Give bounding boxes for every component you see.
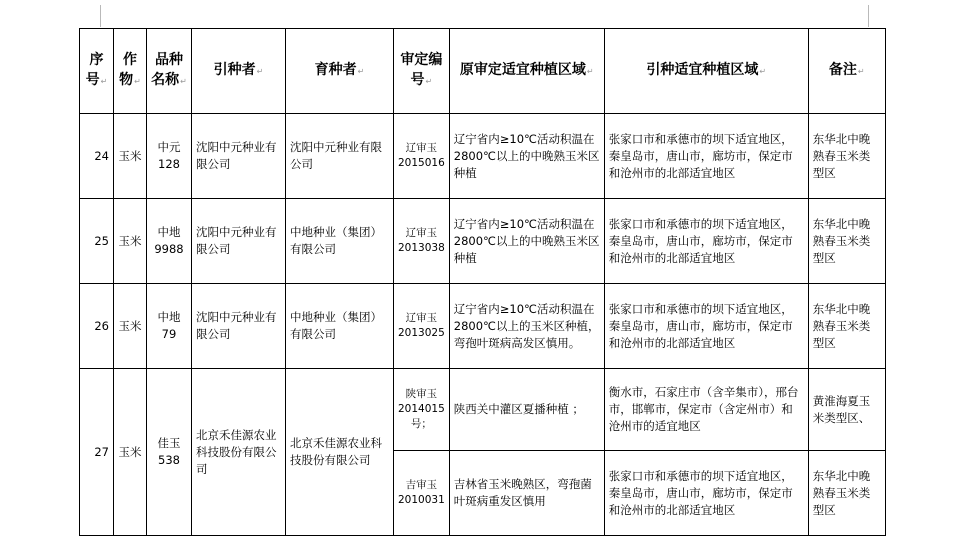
cell-orig-region: 辽宁省内≥10℃活动积温在 2800℃以上的玉米区种植，弯孢叶斑病高发区慎用。 xyxy=(449,284,604,369)
cell-note: 黄淮海夏玉米类型区、 xyxy=(808,369,885,451)
cell-intro-region: 张家口市和承德市的坝下适宜地区，秦皇岛市，唐山市，廊坊市，保定市和沧州市的北部适宜地区 xyxy=(604,114,808,199)
cell-introducer: 沈阳中元种业有限公司 xyxy=(192,284,286,369)
cell-reg-no: 吉审玉2010031 xyxy=(394,451,450,536)
header-cell-crop: 作物↵ xyxy=(114,29,147,114)
cell-breeder: 北京禾佳源农业科技股份有限公司 xyxy=(286,369,394,536)
cell-variety: 中地79 xyxy=(147,284,192,369)
cell-note: 东华北中晚熟春玉米类型区 xyxy=(808,114,885,199)
cell-introducer: 沈阳中元种业有限公司 xyxy=(192,199,286,284)
cell-crop: 玉米 xyxy=(114,199,147,284)
header-cell-note: 备注↵ xyxy=(808,29,885,114)
cell-reg-no: 辽审玉2013025 xyxy=(394,284,450,369)
cell-breeder: 中地种业（集团）有限公司 xyxy=(286,284,394,369)
cell-variety: 中地9988 xyxy=(147,199,192,284)
cell-no: 24 xyxy=(80,114,114,199)
variety-introduction-table xyxy=(79,28,886,536)
header-cell-breeder: 育种者↵ xyxy=(286,29,394,114)
cell-orig-region: 辽宁省内≥10℃活动积温在 2800℃以上的中晚熟玉米区种植 xyxy=(449,114,604,199)
header-cell-reg-no: 审定编号↵ xyxy=(394,29,450,114)
cell-orig-region: 辽宁省内≥10℃活动积温在 2800℃以上的中晚熟玉米区种植 xyxy=(449,199,604,284)
page-corner-left-marker xyxy=(100,5,101,27)
header-cell-intro-region: 引种适宜种植区域↵ xyxy=(604,29,808,114)
header-cell-variety: 品种名称↵ xyxy=(147,29,192,114)
table-row xyxy=(80,284,886,369)
header-cell-no: 序号↵ xyxy=(80,29,114,114)
cell-intro-region: 张家口市和承德市的坝下适宜地区，秦皇岛市，唐山市，廊坊市，保定市和沧州市的北部适宜地区 xyxy=(604,199,808,284)
cell-breeder: 中地种业（集团）有限公司 xyxy=(286,199,394,284)
cell-variety: 佳玉538 xyxy=(147,369,192,536)
cell-introducer: 沈阳中元种业有限公司 xyxy=(192,114,286,199)
cell-note: 东华北中晚熟春玉米类型区 xyxy=(808,451,885,536)
cell-orig-region: 陕西关中灌区夏播种植 ； xyxy=(449,369,604,451)
cell-intro-region: 衡水市，石家庄市（含辛集市），邢台市，邯郸市，保定市（含定州市）和沧州市的适宜地区 xyxy=(604,369,808,451)
cell-reg-no: 辽审玉2015016 xyxy=(394,114,450,199)
header-cell-introducer: 引种者↵ xyxy=(192,29,286,114)
cell-note: 东华北中晚熟春玉米类型区 xyxy=(808,284,885,369)
table-row xyxy=(80,114,886,199)
cell-crop: 玉米 xyxy=(114,114,147,199)
page-corner-right-marker xyxy=(868,5,869,27)
cell-reg-no: 辽审玉2013038 xyxy=(394,199,450,284)
cell-variety: 中元128 xyxy=(147,114,192,199)
table-row xyxy=(80,199,886,284)
header-cell-orig-region: 原审定适宜种植区域↵ xyxy=(449,29,604,114)
header-row xyxy=(80,29,886,114)
cell-introducer: 北京禾佳源农业科技股份有限公司 xyxy=(192,369,286,536)
table-row xyxy=(80,369,886,451)
cell-crop: 玉米 xyxy=(114,284,147,369)
cell-intro-region: 张家口市和承德市的坝下适宜地区，秦皇岛市，唐山市，廊坊市，保定市和沧州市的北部适宜地区 xyxy=(604,284,808,369)
cell-note: 东华北中晚熟春玉米类型区 xyxy=(808,199,885,284)
cell-crop: 玉米 xyxy=(114,369,147,536)
cell-no: 25 xyxy=(80,199,114,284)
cell-reg-no: 陕审玉2014015号； xyxy=(394,369,450,451)
cell-no: 27 xyxy=(80,369,114,536)
cell-breeder: 沈阳中元种业有限公司 xyxy=(286,114,394,199)
cell-intro-region: 张家口市和承德市的坝下适宜地区，秦皇岛市，唐山市，廊坊市，保定市和沧州市的北部适宜地区 xyxy=(604,451,808,536)
cell-orig-region: 吉林省玉米晚熟区，弯孢菌叶斑病重发区慎用 xyxy=(449,451,604,536)
cell-no: 26 xyxy=(80,284,114,369)
